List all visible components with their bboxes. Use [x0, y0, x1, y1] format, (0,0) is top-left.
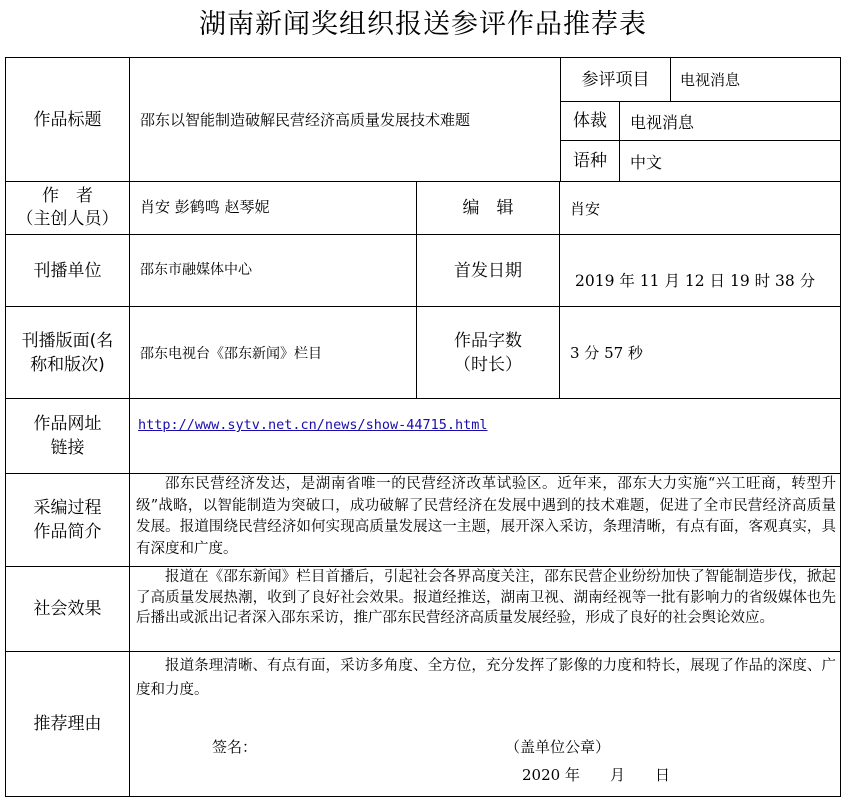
layout-label-line1: 刊播版面(名 [21, 330, 114, 351]
category-label: 参评项目 [581, 69, 650, 90]
publisher-label: 刊播单位 [33, 260, 102, 281]
layout-label [6, 307, 129, 398]
process-label [6, 474, 129, 566]
author-label-line2: （主创人员） [16, 209, 119, 229]
effect-text: 报道在《邵东新闻》栏目首播后，引起社会各界高度关注，邵东民营企业纷纷加快了智能制造步伐，掀起了高质量发展热潮，收到了良好社会效果。报道经推送，湖南卫视、湖南经视等一批有影响力的省级媒体也先后播出或派出记者深入邵东采访，推广邵东民营经济高质量发展经验，形成了良好的社会舆论效应。 [136, 569, 836, 626]
effect-label: 社会效果 [33, 599, 102, 619]
url-label [6, 399, 129, 473]
language-label: 语种 [573, 151, 607, 171]
author-label [6, 182, 129, 234]
genre-value: 电视消息 [630, 112, 695, 132]
reason-label: 推荐理由 [33, 714, 102, 734]
signature-date: 2020 年 月 日 [522, 766, 670, 784]
process-text: 邵东民营经济发达，是湖南省唯一的民营经济改革试验区。近年来，邵东大力实施“兴工旺商，转型升级”战略，以智能制造为突破口，成功破解了民营经济在发展中遇到的技术难题，促进了全市民营经济高质量发展。报道围绕民营经济如何实现高质量发展这一主题，展开深入采访，条理清晰，有点有面，客观真实，具有深度和广度。 [136, 476, 836, 557]
first-date-value: 2019 年 11 月 12 日 19 时 38 分 [575, 271, 816, 290]
length-label-line2: （时长） [454, 354, 522, 375]
form-title: 湖南新闻奖组织报送参评作品推荐表 [199, 9, 647, 40]
publisher-value: 邵东市融媒体中心 [140, 262, 252, 278]
work-url-link[interactable]: http://www.sytv.net.cn/news/show-44715.html [138, 417, 488, 433]
length-label-line1: 作品字数 [454, 330, 522, 351]
signature-label: 签名： [212, 738, 258, 756]
editor-value: 肖安 [570, 199, 601, 218]
url-label-line1: 作品网址 [33, 414, 102, 434]
genre-label: 体裁 [573, 111, 607, 131]
work-title-label: 作品标题 [33, 109, 102, 130]
seal-note: （盖单位公章） [505, 738, 611, 756]
process-label-line2: 作品简介 [33, 522, 102, 542]
url-label-line2: 链接 [50, 438, 85, 458]
author-label-line1: 作 者 [42, 186, 93, 206]
reason-text: 报道条理清晰、有点有面，采访多角度、全方位，充分发挥了影像的力度和特长，展现了作品的深度、广度和力度。 [136, 658, 836, 698]
process-label-line1: 采编过程 [33, 498, 102, 518]
author-value: 肖安 彭鹤鸣 赵琴妮 [140, 198, 270, 216]
first-date-label: 首发日期 [454, 260, 522, 281]
language-value: 中文 [630, 152, 663, 172]
editor-label: 编 辑 [462, 198, 514, 218]
layout-label-line2: 称和版次) [30, 354, 105, 375]
length-value: 3 分 57 秒 [570, 344, 643, 362]
length-label [417, 307, 559, 398]
work-title-value: 邵东以智能制造破解民营经济高质量发展技术难题 [140, 111, 471, 129]
layout-value: 邵东电视台《邵东新闻》栏目 [140, 345, 322, 362]
category-value: 电视消息 [680, 71, 741, 89]
